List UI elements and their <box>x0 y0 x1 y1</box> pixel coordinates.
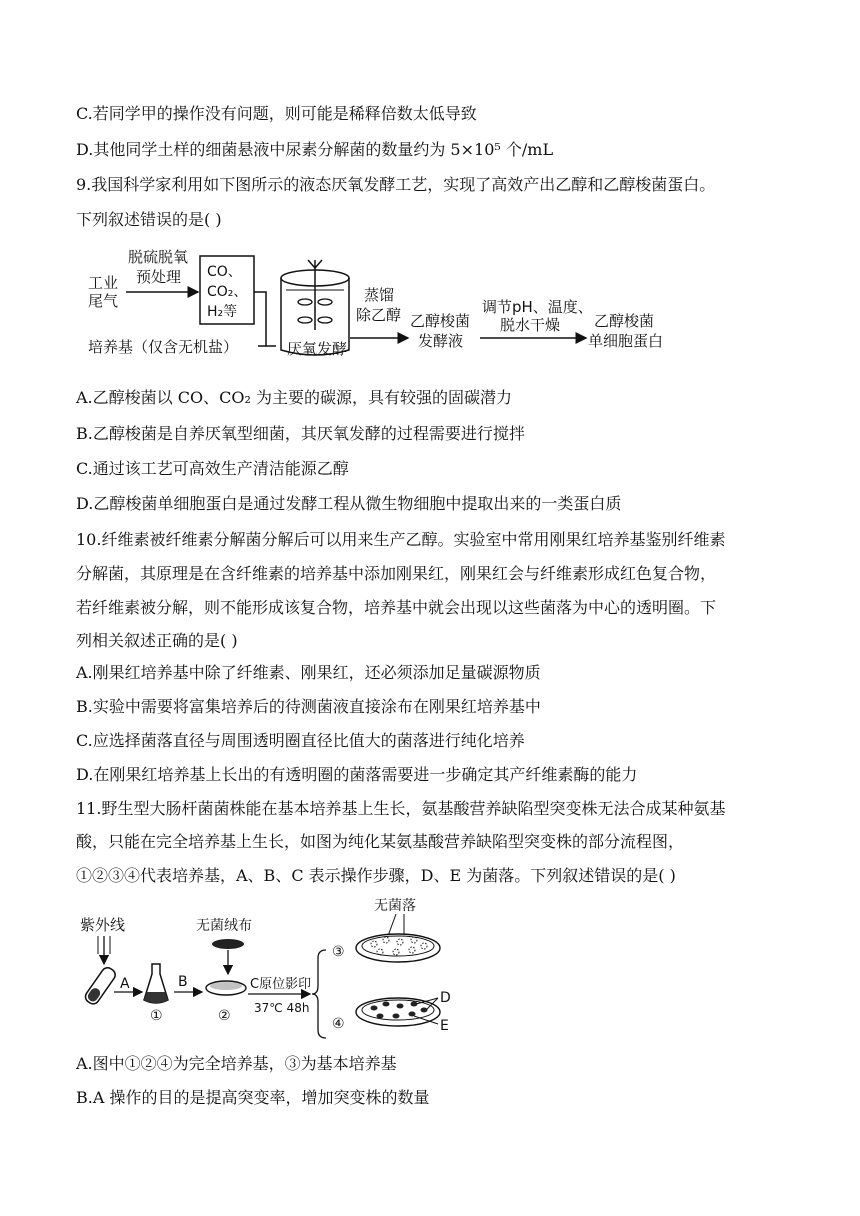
q11-stem-line1: 11.野生型大肠杆菌菌株能在基本培养基上生长，氨基酸营养缺陷型突变株无法合成某种氨基 <box>76 799 726 818</box>
fig9-product1-label-2: 发酵液 <box>418 332 464 350</box>
q11-stem-line3: ①②③④代表培养基，A、B、C 表示操作步骤，D、E 为菌落。下列叙述错误的是( ) <box>76 866 676 885</box>
fig11-step-b: B <box>178 974 188 990</box>
fig11-medium-1: ① <box>150 1008 163 1024</box>
q8-option-c: C.若同学甲的操作没有问题，则可能是稀释倍数太低导致 <box>76 104 477 123</box>
q9-stem-line2: 下列叙述错误的是( ) <box>76 210 222 229</box>
q10-option-c: C.应选择菌落直径与周围透明圈直径比值大的菌落进行纯化培养 <box>76 731 525 750</box>
q9-option-c: C.通过该工艺可高效生产清洁能源乙醇 <box>76 459 349 478</box>
fig9-box-line1: CO、 <box>207 264 242 280</box>
fig11-medium-2: ② <box>218 1008 231 1024</box>
fig11-uv-label: 紫外线 <box>80 916 126 934</box>
q9-stem-line1: 9.我国科学家利用如下图所示的液态厌氧发酵工艺，实现了高效产出乙醇和乙醇梭菌蛋白。 <box>76 175 716 194</box>
fig9-product2-label-1: 乙醇梭菌 <box>594 312 655 330</box>
fig11-plate-4 <box>356 998 440 1026</box>
q10-stem-line3: 若纤维素被分解，则不能形成该复合物，培养基中就会出现以这些菌落为中心的透明圈。下 <box>76 598 717 617</box>
fig11-colony-e: E <box>440 1018 449 1034</box>
fig11-plate-3 <box>356 934 440 962</box>
fig11-colony-d: D <box>440 990 451 1006</box>
fig9-ferment-label: 厌氧发酵 <box>287 340 348 358</box>
fig11-medium-4: ④ <box>332 1016 345 1032</box>
fig9-product2-label-2: 单细胞蛋白 <box>588 332 664 350</box>
q10-option-d: D.在刚果红培养基上长出的有透明圈的菌落需要进一步确定其产纤维素酶的能力 <box>76 765 638 784</box>
q10-stem-line2: 分解菌，其原理是在含纤维素的培养基中添加刚果红，刚果红会与纤维素形成红色复合物， <box>76 564 717 583</box>
fig9-step1-label-1: 蒸馏 <box>364 286 395 304</box>
fig9-step2-label-2: 脱水干燥 <box>500 316 561 334</box>
q11-stem-line2: 酸，只能在完全培养基上生长，如图为纯化某氨基酸营养缺陷型突变株的部分流程图， <box>76 832 685 851</box>
fig9-step2-label-1: 调节pH、温度、 <box>482 298 593 316</box>
fig11-velvet-label: 无菌绒布 <box>196 918 252 934</box>
fig9-line-box-to-tank <box>254 292 276 346</box>
fig11-velvet <box>212 939 244 949</box>
fermentation-process-diagram <box>80 242 700 370</box>
fig11-step-c: C原位影印 <box>250 977 312 992</box>
fig9-box-line2: CO₂、 <box>207 284 248 300</box>
fig9-pretreat-label-2: 预处理 <box>136 268 182 286</box>
fig9-product1-label-1: 乙醇梭菌 <box>410 312 471 330</box>
q10-option-b: B.实验中需要将富集培养后的待测菌液直接涂布在刚果红培养基中 <box>76 697 541 716</box>
q10-stem-line1: 10.纤维素被纤维素分解菌分解后可以用来生产乙醇。实验室中常用刚果红培养基鉴别纤维素 <box>76 530 726 549</box>
fig9-box-line3: H₂等 <box>207 304 238 320</box>
mutant-purification-diagram <box>78 892 498 1044</box>
fig9-step1-label-2: 除乙醇 <box>356 306 402 324</box>
fig11-step-a: A <box>120 976 130 992</box>
q11-option-a: A.图中①②④为完全培养基，③为基本培养基 <box>76 1054 397 1073</box>
fig11-medium-3: ③ <box>332 944 345 960</box>
fig11-no-colony-label: 无菌落 <box>374 898 416 914</box>
q11-option-b: B.A 操作的目的是提高突变率，增加突变株的数量 <box>76 1088 430 1107</box>
q10-option-a: A.刚果红培养基中除了纤维素、刚果红，还必须添加足量碳源物质 <box>76 663 541 682</box>
fig9-gas-label-2: 尾气 <box>88 292 119 310</box>
q10-stem-line4: 列相关叙述正确的是( ) <box>76 631 238 650</box>
fig9-gas-label-1: 工业 <box>88 274 119 292</box>
q9-option-d: D.乙醇梭菌单细胞蛋白是通过发酵工程从微生物细胞中提取出来的一类蛋白质 <box>76 494 622 513</box>
fig11-brace <box>312 950 326 1038</box>
fig9-medium-label: 培养基（仅含无机盐） <box>88 338 239 356</box>
fig11-test-tube <box>83 965 117 1006</box>
fig11-condition: 37℃ 48h <box>254 1001 310 1015</box>
q9-option-a: A.乙醇梭菌以 CO、CO₂ 为主要的碳源，具有较强的固碳潜力 <box>76 388 512 407</box>
q9-option-b: B.乙醇梭菌是自养厌氧型细菌，其厌氧发酵的过程需要进行搅拌 <box>76 424 525 443</box>
fig9-pretreat-label-1: 脱硫脱氧 <box>128 248 189 266</box>
q8-option-d: D.其他同学土样的细菌悬液中尿素分解菌的数量约为 5×10⁵ 个/mL <box>76 140 554 159</box>
